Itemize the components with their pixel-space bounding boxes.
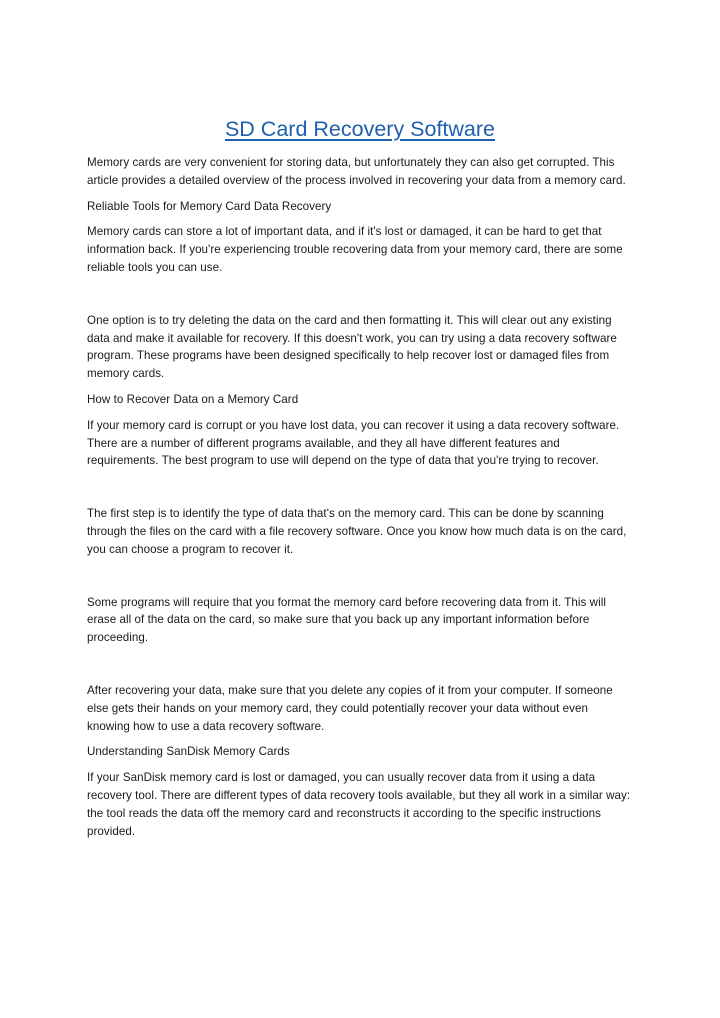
section-heading-sandisk: Understanding SanDisk Memory Cards [87, 745, 290, 759]
spacer [87, 285, 633, 312]
spacer [87, 478, 633, 505]
paragraph-sandisk: If your SanDisk memory card is lost or damaged, you can usually recover data from it using a data recovery tool. There are different types of data recovery tools available, but they all work in a similar way: the tool reads the data off the memory card and reconstructs it according to the specific instructions provided. [87, 771, 631, 838]
document-title-link[interactable]: SD Card Recovery Software [224, 117, 496, 141]
paragraph-after-recovering: After recovering your data, make sure that you delete any copies of it from your computer. If someone else gets their hands on your memory card, they could potentially recover your data without even knowing how to use a data recovery software. [87, 683, 613, 733]
paragraph-format-before-recovering: Some programs will require that you format the memory card before recovering data from it. This will erase all of the data on the card, so make sure that you back up any important information before proceeding. [87, 595, 606, 645]
paragraph-how-to-recover: If your memory card is corrupt or you have lost data, you can recover it using a data recovery software. There are a number of different programs available, and they all have different features and requirements. The best program to use will depend on the type of data that you're trying to recover. [87, 418, 620, 468]
document-body [87, 154, 633, 848]
paragraph-formatting-option: One option is to try deleting the data on the card and then formatting it. This will clear out any existing data and make it available for recovery. If this doesn't work, you can try using a data recovery software program. These programs have been designed specifically to help recover lost or damaged files from memory cards. [87, 313, 617, 381]
spacer [87, 567, 633, 594]
section-heading-reliable-tools: Reliable Tools for Memory Card Data Recovery [87, 199, 332, 213]
section-heading-how-to-recover: How to Recover Data on a Memory Card [87, 392, 299, 406]
paragraph-reliable-tools: Memory cards can store a lot of important data, and if it's lost or damaged, it can be hard to get that information back. If you're experiencing trouble recovering data from your memory card, there are some reliable tools you can use. [87, 225, 623, 274]
spacer [87, 655, 633, 682]
paragraph-intro: Memory cards are very convenient for storing data, but unfortunately they can also get corrupted. This article provides a detailed overview of the process involved in recovering your data from a memory card. [87, 156, 626, 187]
paragraph-first-step: The first step is to identify the type of data that's on the memory card. This can be done by scanning through the files on the card with a file recovery software. Once you know how much data is on the card, you can choose a program to recover it. [87, 507, 627, 556]
